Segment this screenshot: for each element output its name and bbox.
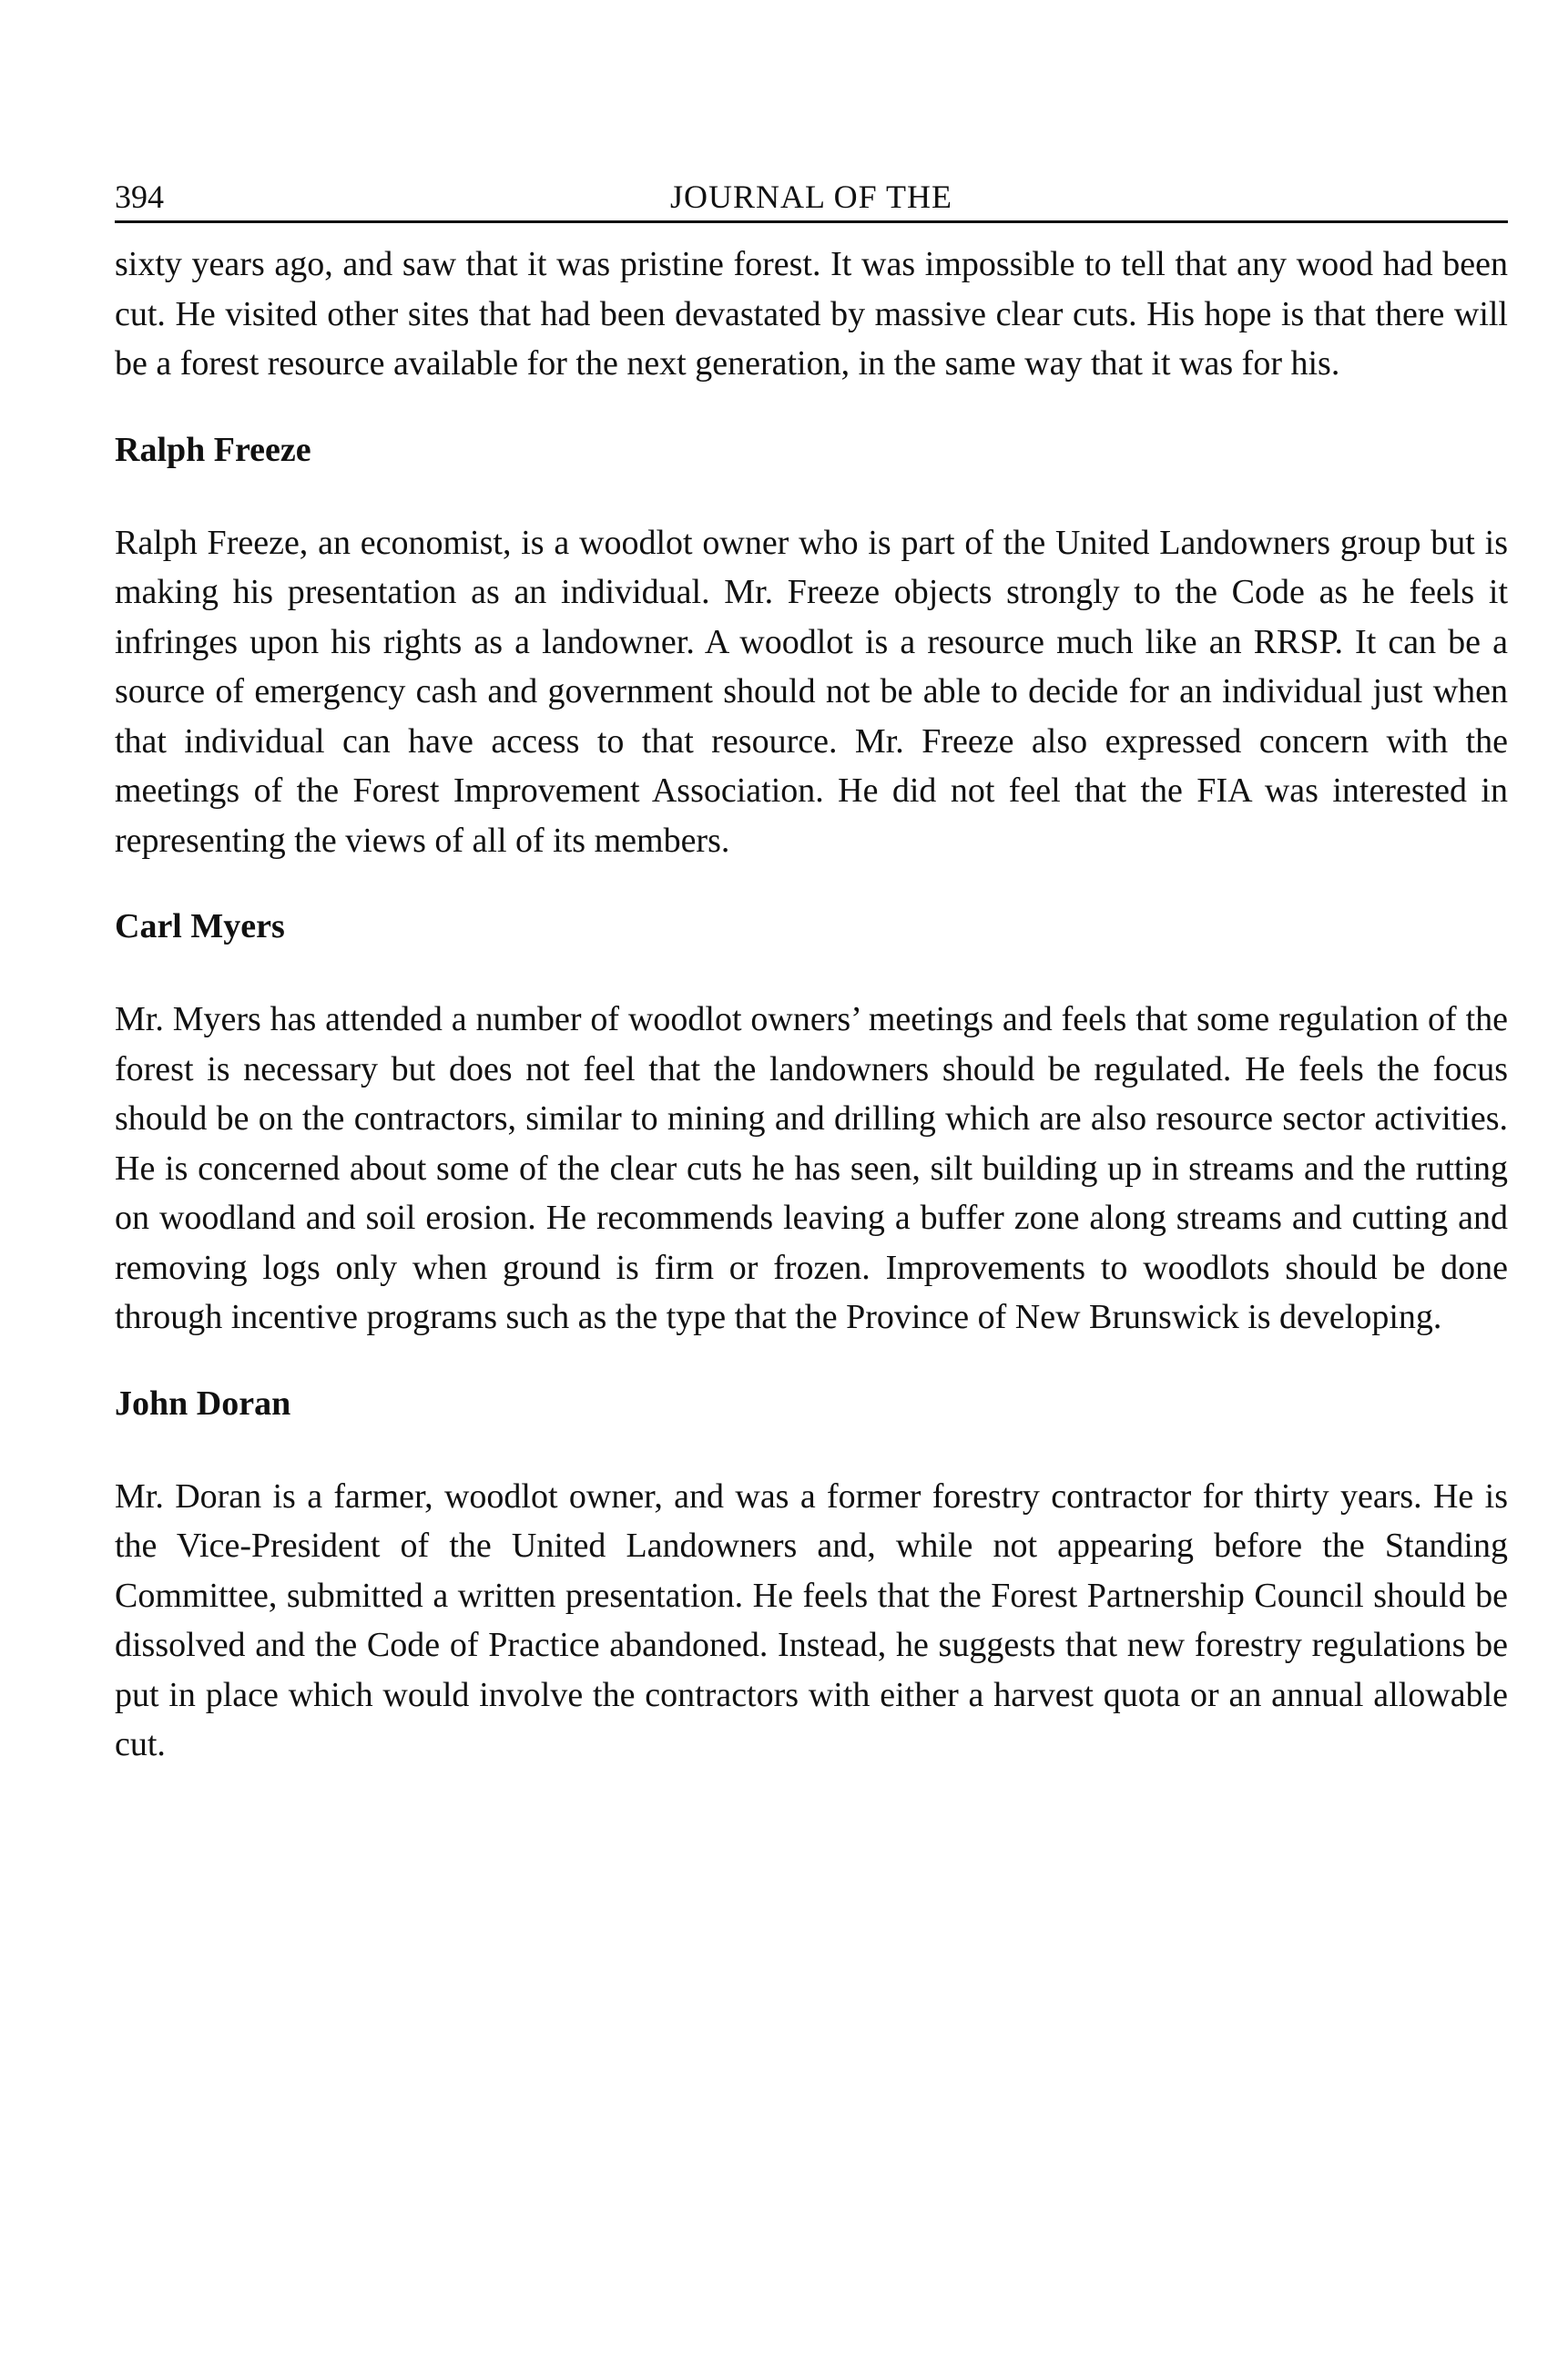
page-number: 394 — [115, 179, 164, 215]
section-heading: Ralph Freeze — [115, 430, 311, 469]
section-body: Ralph Freeze, an economist, is a woodlot owner who is part of the United Landowners group but is making his presentation as an individual. Mr. Freeze objects strongly to the Code as he feels it infringes upon his rights as a landowner. A woodlot is a resource much like an RRSP. It can be a source of emergency cash and government should not be able to decide for an individual just when that individual can have access to that resource. Mr. Freeze also expressed concern with the meetings of the Forest Improvement Association. He did not feel that the FIA was interested in representing the views of all of its members. — [115, 523, 1508, 860]
intro-paragraph: sixty years ago, and saw that it was pristine forest. It was impossible to tell that any wood had been cut. He visited other sites that had been devastated by massive clear cuts. His hope is that there will be a forest resource available for the next generation, in the same way that it was for his. — [115, 245, 1508, 383]
journal-title: JOURNAL OF THE — [669, 179, 952, 215]
section-body: Mr. Myers has attended a number of woodlot owners’ meetings and feels that some regulation of the forest is necessary but does not feel that the landowners should be regulated. He feels the focus should be on the contractors, similar to mining and drilling which are also resource sector activities. He is concerned about some of the clear cuts he has seen, silt building up in streams and the rutting on woodland and soil erosion. He recommends leaving a buffer zone along streams and cutting and removing logs only when ground is firm or frozen. Improvements to woodlots should be done through incentive programs such as the type that the Province of New Brunswick is developing. — [115, 1000, 1508, 1336]
section-heading: John Doran — [115, 1384, 291, 1423]
document-page — [115, 173, 1508, 1770]
running-header — [115, 173, 1508, 223]
section-carl-myers — [115, 902, 1508, 1343]
section-john-doran — [115, 1379, 1508, 1770]
section-ralph-freeze — [115, 425, 1508, 866]
section-heading: Carl Myers — [115, 907, 285, 945]
section-body: Mr. Doran is a farmer, woodlot owner, and was a former forestry contractor for thirty years. He is the Vice-President of the United Landowners and, while not appearing before the Standing Committee, submitted a written presentation. He feels that the Forest Partnership Council should be dissolved and the Code of Practice abandoned. Instead, he suggests that new forestry regulations be put in place which would involve the contractors with either a harvest quota or an annual allowable cut. — [115, 1476, 1508, 1763]
